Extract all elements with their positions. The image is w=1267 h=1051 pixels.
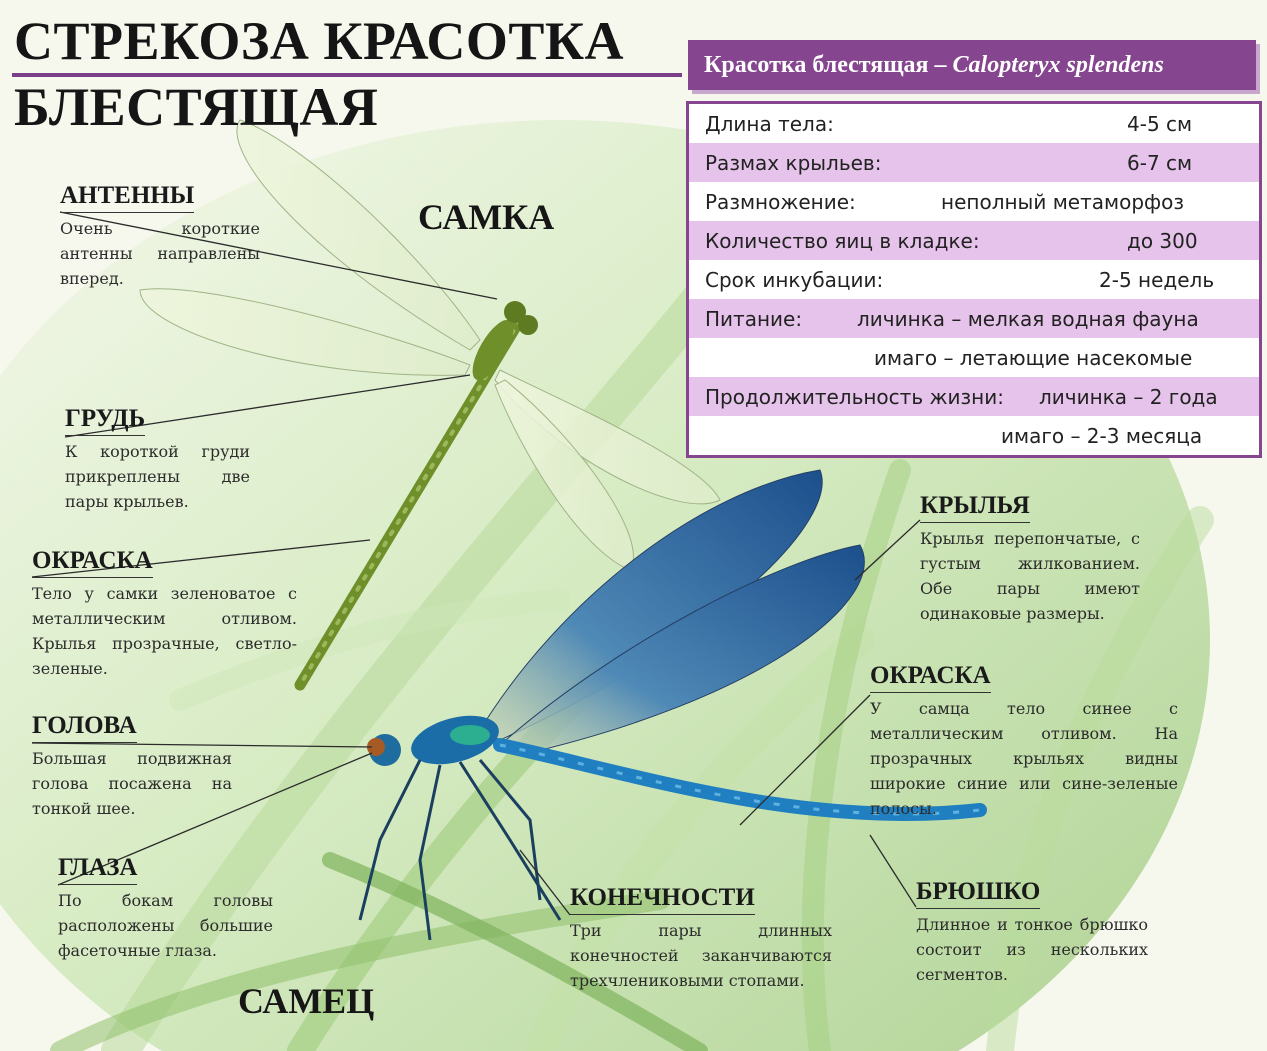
antennae-note (60, 182, 260, 291)
legs-note (570, 884, 832, 993)
wings-text: Крылья перепончатые, с густым жилкованием. Обе пары имеют одинаковые размеры. (920, 529, 1140, 623)
species-name-ru: Красотка блестящая – (704, 52, 953, 78)
species-name-latin: Calopteryx splendens (952, 52, 1164, 78)
head-heading: ГОЛОВА (32, 712, 137, 743)
row-value: имаго – летающие насекомые (874, 346, 1193, 370)
table-row (689, 143, 1259, 182)
legs-heading: КОНЕЧНОСТИ (570, 884, 755, 915)
row-value: 4-5 см (1127, 112, 1193, 136)
female-color-heading: ОКРАСКА (32, 547, 153, 578)
legs-text: Три пары длинных конечностей заканчиваются трехчлениковыми стопами. (570, 921, 832, 990)
male-color-text: У самца тело синее с металлическим отливом. На прозрачных крыльях видны широкие синие или сине-зеленые полосы. (870, 699, 1178, 818)
table-row (689, 416, 1259, 455)
row-label: Срок инкубации: (705, 268, 884, 292)
title-line-2: БЛЕСТЯЩАЯ (14, 77, 379, 137)
male-color-note (870, 662, 1178, 821)
table-row (689, 338, 1259, 377)
table-row (689, 221, 1259, 260)
wings-heading: КРЫЛЬЯ (920, 492, 1030, 523)
head-note (32, 712, 232, 821)
row-label: Длина тела: (705, 112, 834, 136)
table-row (689, 260, 1259, 299)
row-value: личинка – мелкая водная фауна (857, 307, 1199, 331)
head-text: Большая подвижная голова посажена на тонкой шее. (32, 749, 232, 818)
thorax-heading: ГРУДЬ (65, 405, 145, 436)
species-header (688, 40, 1256, 90)
row-value: до 300 (1127, 229, 1198, 253)
row-label: Размножение: (705, 190, 856, 214)
row-label: Питание: (705, 307, 803, 331)
female-color-text: Тело у самки зеленоватое с металлическим отливом. Крылья прозрачные, светло-зеленые. (32, 584, 297, 678)
male-color-heading: ОКРАСКА (870, 662, 991, 693)
title-line-1: СТРЕКОЗА КРАСОТКА (14, 11, 625, 71)
eyes-text: По бокам головы расположены большие фасеточные глаза. (58, 891, 273, 960)
abdomen-note (916, 878, 1148, 987)
row-value: 2-5 недель (1099, 268, 1215, 292)
antennae-heading: АНТЕННЫ (60, 182, 194, 213)
row-value: имаго – 2-3 месяца (1001, 424, 1203, 448)
row-value: личинка – 2 года (1039, 385, 1218, 409)
wings-note (920, 492, 1140, 626)
eyes-note (58, 854, 273, 963)
male-label: САМЕЦ (238, 981, 375, 1021)
female-label: САМКА (418, 197, 555, 237)
row-value: неполный метаморфоз (941, 190, 1184, 214)
row-value: 6-7 см (1127, 151, 1193, 175)
table-row (689, 299, 1259, 338)
female-color-note (32, 547, 297, 681)
table-row (689, 182, 1259, 221)
title-divider (12, 73, 682, 77)
row-label: Количество яиц в кладке: (705, 229, 980, 253)
table-row (689, 377, 1259, 416)
row-label: Продолжительность жизни: (705, 385, 1004, 409)
table-row (689, 104, 1259, 143)
thorax-text: К короткой груди прикреплены две пары крыльев. (65, 442, 250, 511)
abdomen-text: Длинное и тонкое брюшко состоит из нескольких сегментов. (916, 915, 1148, 984)
thorax-note (65, 405, 250, 514)
row-label: Размах крыльев: (705, 151, 882, 175)
eyes-heading: ГЛАЗА (58, 854, 137, 885)
antennae-text: Очень короткие антенны направлены вперед. (60, 219, 260, 288)
species-facts-table (686, 101, 1262, 458)
abdomen-heading: БРЮШКО (916, 878, 1040, 909)
